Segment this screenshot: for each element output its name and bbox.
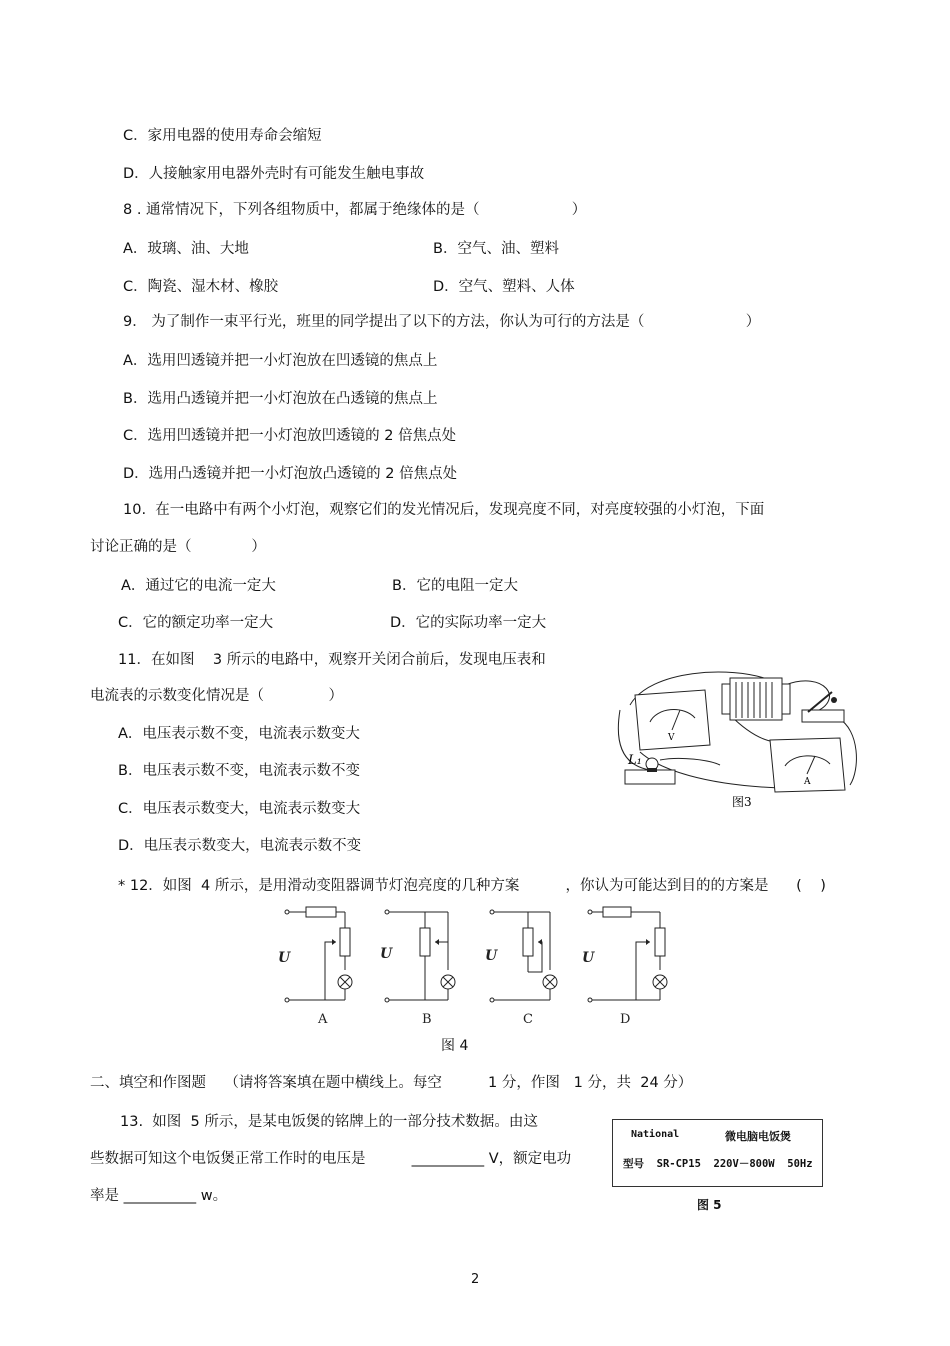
figure-4-circuits <box>270 900 680 1030</box>
q9-option-a: A．选用凹透镜并把一小灯泡放在凹透镜的焦点上 <box>123 353 438 369</box>
battery-icon <box>722 678 790 720</box>
nameplate-brand: National <box>631 1129 680 1140</box>
section-2-header: 二、填空和作图题 （请将答案填在题中横线上。每空 1 分，作图 1 分，共 24 分） <box>90 1075 693 1091</box>
figure-3-caption: 图3 <box>732 795 752 809</box>
q13-stem-line2: 些数据可知这个电饭煲正常工作时的电压是 __________ V，额定电功 <box>90 1151 572 1167</box>
q9-option-c: C．选用凹透镜并把一小灯泡放凹透镜的 2 倍焦点处 <box>123 428 457 444</box>
q10-option-c: C．它的额定功率一定大 <box>118 615 274 631</box>
nameplate-product: 微电脑电饭煲 <box>725 1130 791 1143</box>
lamp-label: L₁ <box>628 753 642 768</box>
circuit-c <box>490 910 557 1002</box>
nameplate-model-line: 型号 SR-CP15 220V－800W 50Hz <box>623 1158 813 1170</box>
q13-stem-line1: 13. 如图 5 所示，是某电饭煲的铭牌上的一部分技术数据。由这 <box>120 1114 538 1130</box>
q8-option-d: D．空气、塑料、人体 <box>433 279 575 295</box>
q10-stem-line2: 讨论正确的是（ ） <box>90 539 266 555</box>
voltage-label-d: U <box>582 950 595 966</box>
q8-stem: 8 . 通常情况下，下列各组物质中，都属于绝缘体的是（ ） <box>123 202 587 218</box>
figure-4-caption: 图 4 <box>441 1038 469 1054</box>
q8-option-a: A．玻璃、油、大地 <box>123 241 249 257</box>
q12-stem: * 12．如图 4 所示，是用滑动变阻器调节灯泡亮度的几种方案 ，你认为可能达到目的的方案是 ( ) <box>118 878 826 894</box>
q7-option-c: C．家用电器的使用寿命会缩短 <box>123 128 322 144</box>
voltage-label-b: U <box>380 946 393 962</box>
q9-stem: 9． 为了制作一束平行光，班里的同学提出了以下的方法，你认为可行的方法是（ ） <box>123 314 761 330</box>
page-number: 2 <box>471 1272 480 1287</box>
circuit-d <box>588 907 667 1002</box>
q11-option-d: D．电压表示数变大，电流表示数不变 <box>118 838 362 854</box>
q11-option-b: B．电压表示数不变，电流表示数不变 <box>118 763 360 779</box>
q8-option-c: C．陶瓷、湿木材、橡胶 <box>123 279 279 295</box>
ammeter-icon <box>770 738 845 792</box>
option-label-a: A <box>318 1012 328 1027</box>
figure-5-caption: 图 5 <box>697 1198 722 1212</box>
option-label-b: B <box>422 1012 432 1027</box>
q10-option-a: A．通过它的电流一定大 <box>121 578 276 594</box>
q13-stem-line3: 率是 __________ w。 <box>90 1188 228 1204</box>
svg-text:V: V <box>668 733 675 743</box>
voltage-label-c: U <box>485 948 498 964</box>
q11-stem-line1: 11．在如图 3 所示的电路中，观察开关闭合前后，发现电压表和 <box>118 652 546 668</box>
voltmeter-icon <box>635 690 710 750</box>
circuit-a <box>285 907 352 1002</box>
q11-option-c: C．电压表示数变大，电流表示数变大 <box>118 801 361 817</box>
voltage-label-a: U <box>278 950 291 966</box>
q9-option-d: D．选用凸透镜并把一小灯泡放凸透镜的 2 倍焦点处 <box>123 466 458 482</box>
q10-stem-line1: 10. 在一电路中有两个小灯泡，观察它们的发光情况后，发现亮度不同，对亮度较强的小灯泡，下面 <box>123 502 765 518</box>
q11-option-a: A．电压表示数不变，电流表示数变大 <box>118 726 360 742</box>
q8-option-b: B．空气、油、塑料 <box>433 241 559 257</box>
q7-option-d: D．人接触家用电器外壳时有可能发生触电事故 <box>123 166 425 182</box>
q10-option-b: B．它的电阻一定大 <box>392 578 518 594</box>
q11-stem-line2: 电流表的示数变化情况是（ ） <box>90 688 344 704</box>
figure-5-nameplate <box>612 1119 823 1187</box>
circuit-b <box>385 910 455 1002</box>
figure-3-circuit <box>610 660 865 815</box>
option-label-c: C <box>523 1012 533 1027</box>
q9-option-b: B．选用凸透镜并把一小灯泡放在凸透镜的焦点上 <box>123 391 438 407</box>
svg-text:A: A <box>804 777 811 787</box>
option-label-d: D <box>620 1012 631 1027</box>
q10-option-d: D．它的实际功率一定大 <box>390 615 547 631</box>
